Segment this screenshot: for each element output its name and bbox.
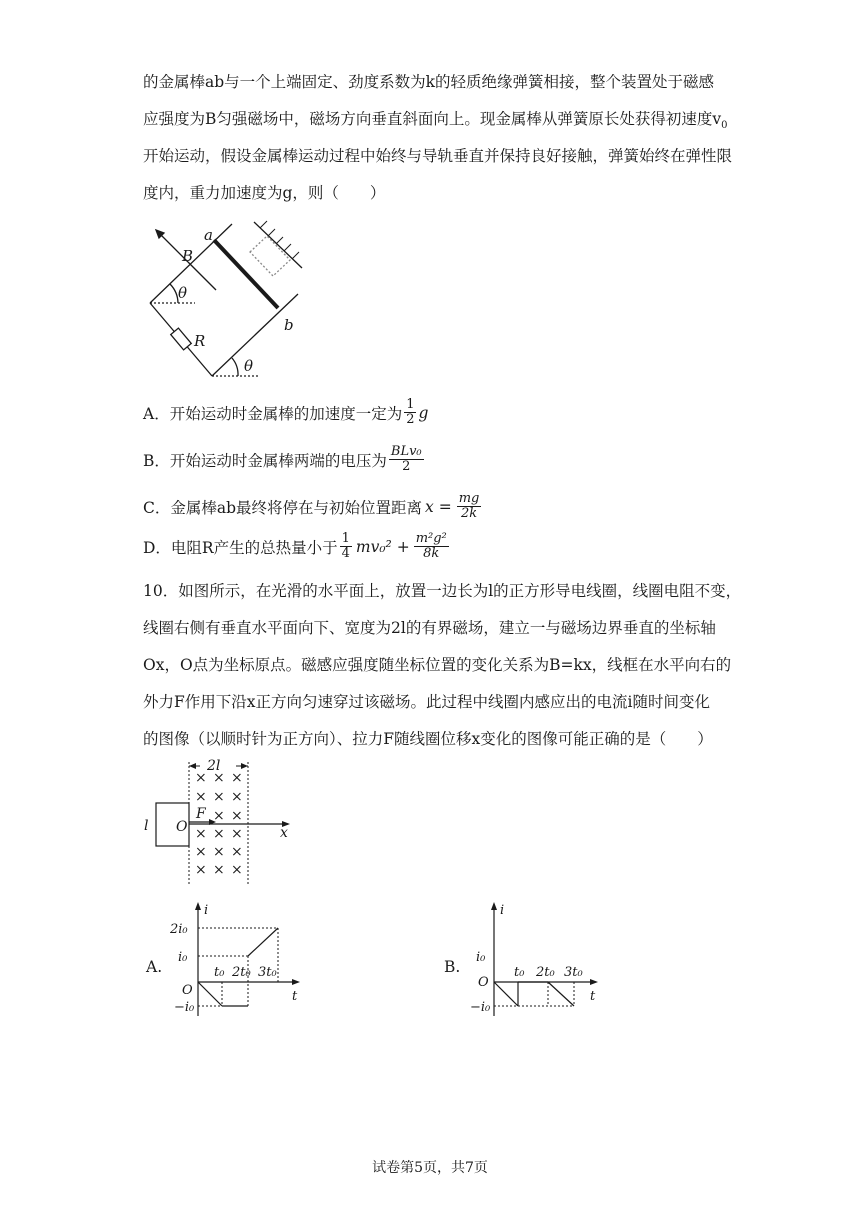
graph-a-x-label: t — [292, 989, 298, 1004]
q9-option-b — [143, 445, 426, 474]
svg-text:×: × — [213, 789, 225, 805]
graph-a-label: A. — [146, 958, 163, 976]
graph-a — [168, 898, 308, 1022]
page-footer: 试卷第5页，共7页 — [372, 1160, 488, 1176]
q9-option-d — [143, 532, 451, 561]
svg-text:×: × — [213, 770, 225, 786]
svg-text:×: × — [195, 862, 207, 878]
graph-a-tick-2t0: 2t₀ — [232, 965, 251, 980]
svg-text:×: × — [213, 826, 225, 842]
svg-text:×: × — [231, 770, 243, 786]
graph-b-tick-i0: i₀ — [476, 950, 486, 965]
label-theta-2: θ — [244, 357, 254, 375]
q9-option-d-mid: mv₀² + — [355, 537, 410, 556]
graph-a-tick-2i0: 2i₀ — [170, 922, 188, 937]
svg-text:×: × — [195, 770, 207, 786]
incline-figure — [140, 218, 320, 388]
q10-line-1: 10．如图所示，在光滑的水平面上，放置一边长为l的正方形导电线圈，线圈电阻不变， — [143, 582, 742, 600]
svg-text:×: × — [213, 862, 225, 878]
q9-option-a — [143, 398, 428, 427]
metal-bar-ab — [214, 240, 278, 308]
graph-a-tick-t0: t₀ — [214, 965, 225, 980]
graph-a-seg-1 — [198, 982, 222, 1006]
q10-line-4: 外力F作用下沿x正方向匀速穿过该磁场。此过程中线圈内感应出的电流i随时间变化 — [143, 693, 710, 711]
svg-text:×: × — [213, 844, 225, 860]
graph-b-seg-1 — [494, 982, 518, 1006]
svg-text:×: × — [213, 808, 225, 824]
q9-option-c — [143, 492, 483, 521]
fraction-quarter: $\frac{1}{4}$ — [341, 531, 350, 561]
svg-text:×: × — [231, 844, 243, 860]
graph-a-tick-3t0: 3t₀ — [258, 965, 277, 980]
theta-arc-2 — [232, 358, 238, 376]
q9-option-c-x: x = — [425, 497, 452, 516]
q9-line-1: 的金属棒ab与一个上端固定、劲度系数为k的轻质绝缘弹簧相接，整个装置处于磁感 — [143, 73, 715, 91]
q10-line-5: 的图像（以顺时针为正方向）、拉力F随线圈位移x变化的图像可能正确的是（ ） — [143, 730, 713, 748]
svg-text:×: × — [231, 826, 243, 842]
label-a: a — [204, 226, 213, 244]
graph-b-tick-2t0: 2t₀ — [536, 965, 555, 980]
graph-a-y-label: i — [204, 903, 209, 918]
q10-stem — [143, 573, 743, 758]
q9-option-d-text: D．电阻R产生的总热量小于 — [143, 538, 338, 557]
v0-subscript: 0 — [721, 120, 728, 132]
q9-option-a-g: g — [418, 403, 429, 422]
label-O: O — [176, 819, 188, 835]
graph-b — [470, 898, 610, 1022]
label-l: l — [144, 818, 149, 834]
graph-b-y-label: i — [500, 903, 505, 918]
magnetic-field-figure — [140, 758, 300, 888]
spring — [250, 236, 290, 276]
graph-b-label: B. — [444, 958, 461, 976]
label-F: F — [196, 806, 206, 822]
theta-arc-1 — [170, 284, 178, 303]
q9-line-2 — [143, 101, 728, 138]
graph-a-origin: O — [182, 983, 193, 998]
graph-a-tick-i0: i₀ — [178, 950, 188, 965]
svg-text:×: × — [231, 808, 243, 824]
label-b: b — [284, 316, 294, 334]
b-line — [188, 262, 216, 290]
q9-option-a-text: A．开始运动时金属棒的加速度一定为 — [143, 404, 403, 423]
q9-line-3: 开始运动，假设金属棒运动过程中始终与导轨垂直并保持良好接触，弹簧始终在弹性限 — [143, 147, 733, 165]
lower-rail — [212, 294, 298, 376]
spring-wall — [254, 222, 302, 268]
resistor — [171, 328, 192, 350]
svg-text:×: × — [195, 844, 207, 860]
fraction-m2g2: $\frac{\text{m²g²}}{8k}$ — [415, 531, 447, 561]
graph-b-tick-neg-i0: −i₀ — [470, 1000, 491, 1015]
svg-text:×: × — [195, 789, 207, 805]
svg-text:×: × — [231, 789, 243, 805]
graph-b-tick-3t0: 3t₀ — [564, 965, 583, 980]
q10-line-3: Ox，O点为坐标原点。磁感应强度随坐标位置的变化关系为B=kx，线框在水平向右的 — [143, 656, 732, 674]
fraction-half: $\frac{1}{2}$ — [406, 397, 415, 427]
fraction-blv: $\frac{\text{BLv₀}}{2}$ — [390, 444, 422, 474]
q9-option-c-text: C．金属棒ab最终将停在与初始位置距离 — [143, 498, 423, 517]
q9-line-4: 度内，重力加速度为g，则（ ） — [143, 184, 386, 202]
label-B: B — [182, 247, 194, 265]
q9-line-2-text: 应强度为B匀强磁场中，磁场方向垂直斜面向上。现金属棒从弹簧原长处获得初速度v — [143, 110, 722, 128]
svg-text:×: × — [231, 862, 243, 878]
label-R: R — [194, 332, 206, 350]
q10-line-2: 线圈右侧有垂直水平面向下、宽度为2l的有界磁场，建立一与磁场边界垂直的坐标轴 — [143, 619, 716, 637]
label-x: x — [280, 825, 288, 841]
q9-stem — [143, 64, 733, 212]
graph-b-origin: O — [478, 975, 489, 990]
graph-a-tick-neg-i0: −i₀ — [174, 1000, 195, 1015]
graph-b-tick-t0: t₀ — [514, 965, 525, 980]
label-2l: 2l — [207, 758, 221, 774]
graph-b-x-label: t — [590, 989, 596, 1004]
label-theta-1: θ — [178, 284, 188, 302]
fraction-mg: $\frac{mg}{2k}$ — [458, 491, 480, 521]
svg-text:×: × — [195, 826, 207, 842]
q9-option-b-text: B．开始运动时金属棒两端的电压为 — [143, 451, 387, 470]
